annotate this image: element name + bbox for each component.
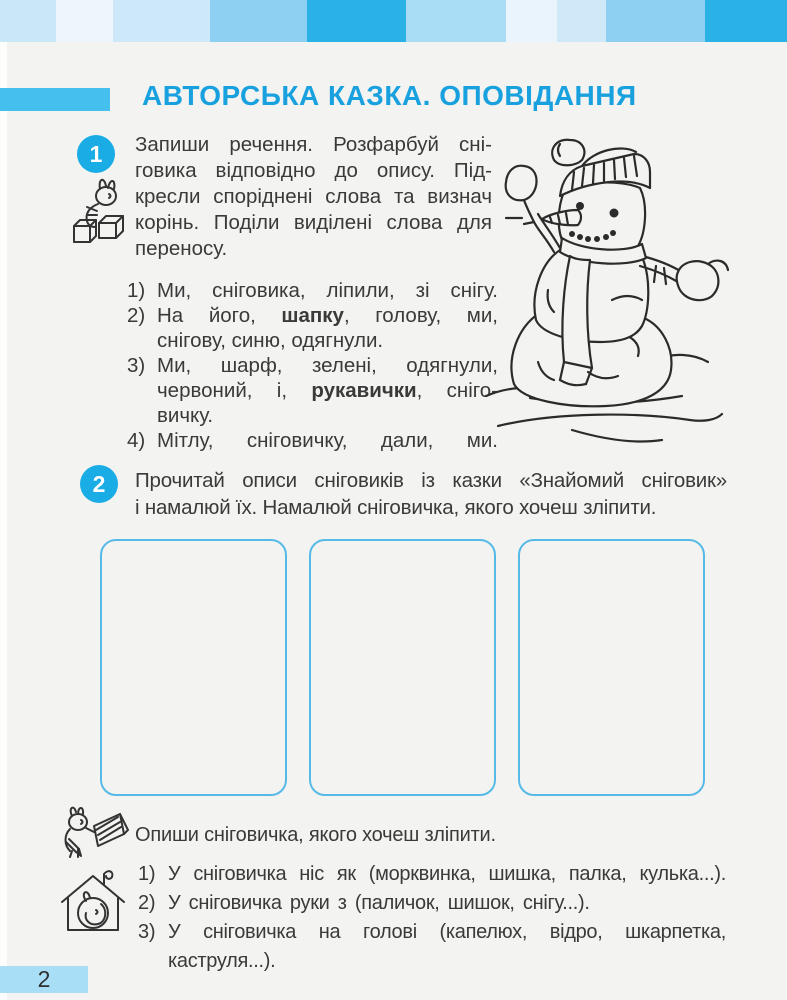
instruction-line: переносу. xyxy=(135,237,228,260)
sentence-text xyxy=(157,303,498,328)
exercise-1-number-badge xyxy=(77,135,115,173)
sentence-text: Мітлу, сніговичку, дали, ми. xyxy=(157,429,498,452)
bunny-writing-icon xyxy=(58,804,132,862)
page-number-tab xyxy=(0,966,88,993)
list-number: 4) xyxy=(127,429,146,452)
left-page-edge xyxy=(0,42,7,1000)
sentence-fragment: , голову, ми, xyxy=(343,304,498,327)
sentence-fragment: На його, xyxy=(157,304,282,327)
page-title: АВТОРСЬКА КАЗКА. ОПОВІДАННЯ xyxy=(142,80,637,111)
option-text: У сніговичка ніс як (морквинка, шишка, палка, кулька...). xyxy=(168,863,726,885)
list-number: 1) xyxy=(138,863,156,885)
highlighted-word: шапку xyxy=(281,304,344,327)
top-band-segment xyxy=(56,0,113,42)
top-band-segment xyxy=(210,0,307,42)
list-number: 2) xyxy=(127,304,146,327)
snowman-line-drawing xyxy=(476,134,784,469)
option-text: каструля...). xyxy=(168,950,276,972)
exercise-1-sentence-list xyxy=(127,278,498,453)
exercise-2-instruction xyxy=(135,467,727,521)
list-item xyxy=(138,889,726,918)
instruction-line: кресли споріднені слова та визнач xyxy=(135,185,492,208)
exercise-3-option-list xyxy=(138,860,726,976)
sentence-text: Ми, сніговика, ліпили, зі снігу. xyxy=(157,279,498,302)
top-band-segment xyxy=(0,0,56,42)
list-number: 1) xyxy=(127,279,146,302)
exercise-2-number: 2 xyxy=(92,470,106,497)
drawing-box-3 xyxy=(518,539,705,796)
list-number: 3) xyxy=(138,921,156,943)
top-band-segment xyxy=(557,0,606,42)
instruction-line: і намалюй їх. Намалюй сніговичка, якого хочеш зліпити. xyxy=(135,496,657,519)
list-number: 3) xyxy=(127,354,146,377)
instruction-line: говика відповідно до опису. Під- xyxy=(135,159,492,182)
list-number: 2) xyxy=(138,892,156,914)
highlighted-word: рукавички xyxy=(311,379,417,402)
option-text: У сніговичка руки з (паличок, шишок, снігу...). xyxy=(168,892,590,914)
top-band-segment xyxy=(113,0,210,42)
list-item xyxy=(138,860,726,889)
exercise-2-number-badge xyxy=(80,465,118,503)
option-text: У сніговичка на голові (капелюх, відро, шкарпетка, xyxy=(168,921,726,943)
bunny-in-house-icon xyxy=(56,866,130,936)
list-item xyxy=(138,918,726,976)
list-item xyxy=(127,428,498,453)
top-band-segment xyxy=(406,0,506,42)
top-band-segment xyxy=(705,0,787,42)
sentence-text: снігову, синю, одягнули. xyxy=(157,329,384,352)
drawing-box-1 xyxy=(100,539,287,796)
sentence-fragment: , сніго- xyxy=(416,379,499,402)
list-item xyxy=(127,278,498,303)
exercise-1-instruction xyxy=(135,132,492,262)
decorative-top-band xyxy=(0,0,787,42)
instruction-line: корінь. Поділи виділені слова для xyxy=(135,211,492,234)
page-number: 2 xyxy=(37,966,51,992)
top-band-segment xyxy=(606,0,705,42)
top-band-segment xyxy=(506,0,557,42)
exercise-1-number: 1 xyxy=(89,140,103,167)
title-marker-bar xyxy=(0,88,110,111)
exercise-3-heading: Опиши сніговичка, якого хочеш зліпити. xyxy=(135,824,496,846)
top-band-segment xyxy=(307,0,406,42)
bunny-with-blocks-icon xyxy=(66,176,126,248)
instruction-line: Прочитай описи сніговиків із казки «Знайомий сніговик» xyxy=(135,469,727,492)
sentence-text: Ми, шарф, зелені, одягнули, xyxy=(157,354,498,377)
instruction-line: Запиши речення. Розфарбуй сні- xyxy=(135,133,492,156)
list-item xyxy=(127,303,498,353)
drawing-box-2 xyxy=(309,539,496,796)
sentence-fragment: червоний, і, xyxy=(157,379,312,402)
sentence-text xyxy=(157,378,498,403)
list-item xyxy=(127,353,498,428)
sentence-text: вичку. xyxy=(157,404,214,427)
